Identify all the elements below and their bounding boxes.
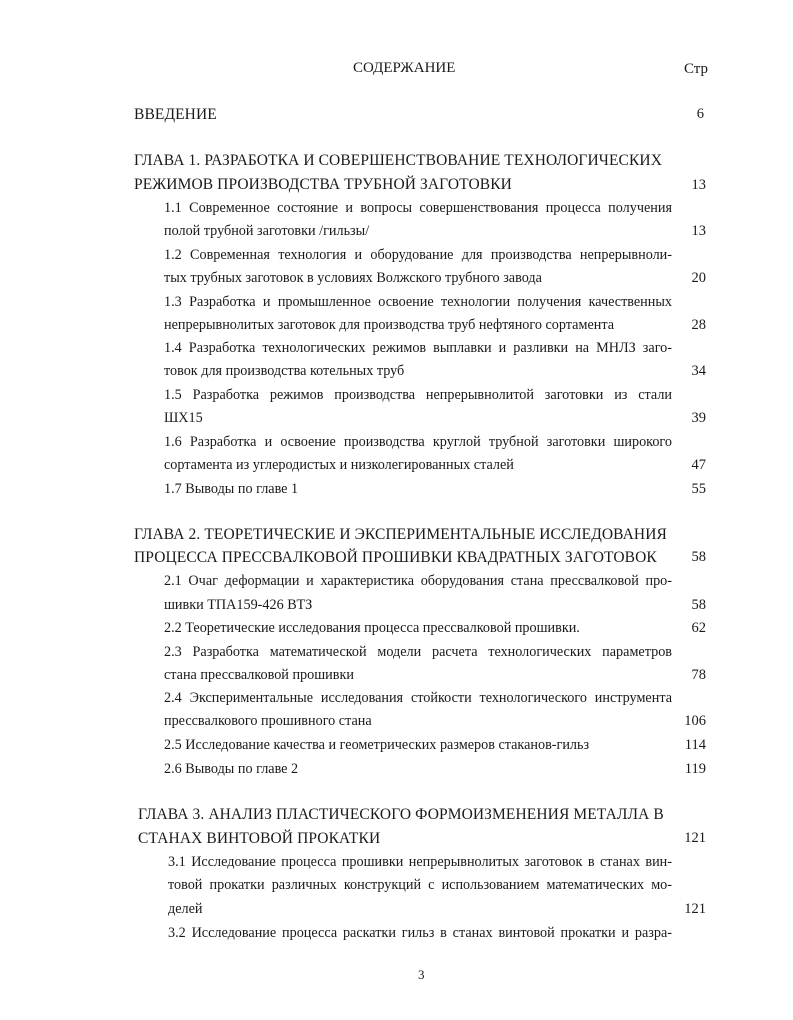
toc-page-number: 55 — [691, 481, 706, 497]
toc-page-number: 6 — [696, 106, 704, 122]
toc-page-number: 106 — [684, 713, 706, 729]
toc-section: товой прокатки различных конструкций с использованием математических мо- — [168, 877, 672, 893]
toc-section: тых трубных заготовок в условиях Волжского трубного завода — [164, 270, 542, 286]
chapter-heading: РЕЖИМОВ ПРОИЗВОДСТВА ТРУБНОЙ ЗАГОТОВКИ — [134, 176, 512, 193]
toc-section: шивки ТПА159-426 ВТЗ — [164, 597, 313, 613]
toc-page-number: 58 — [691, 597, 706, 613]
toc-page-number: 62 — [691, 620, 706, 636]
toc-page-number: 114 — [684, 737, 706, 753]
toc-section: 2.1 Очаг деформации и характеристика оборудования стана прессвалковой про- — [164, 573, 672, 589]
toc-section: полой трубной заготовки /гильзы/ — [164, 223, 370, 239]
toc-page-number: 47 — [691, 457, 706, 473]
toc-section: 1.2 Современная технология и оборудование для производства непрерывноли- — [164, 247, 672, 263]
toc-section: 1.4 Разработка технологических режимов выплавки и разливки на МНЛЗ заго- — [164, 340, 672, 356]
toc-section: 1.3 Разработка и промышленное освоение технологии получения качественных — [164, 294, 672, 310]
toc-section: делей — [168, 901, 203, 917]
toc-section: 2.5 Исследование качества и геометрических размеров стаканов-гильз — [164, 737, 590, 753]
toc-intro: ВВЕДЕНИЕ — [134, 106, 217, 123]
toc-section: 1.7 Выводы по главе 1 — [164, 481, 299, 497]
toc-section: 2.3 Разработка математической модели расчета технологических параметров — [164, 644, 672, 660]
toc-page-number: 28 — [691, 317, 706, 333]
page-number-footer: 3 — [418, 967, 425, 982]
toc-section: 2.2 Теоретические исследования процесса прессвалковой прошивки. — [164, 620, 580, 636]
toc-section: товок для производства котельных труб — [164, 363, 405, 379]
toc-section: 1.6 Разработка и освоение производства круглой трубной заготовки широкого — [164, 434, 672, 450]
toc-section: 3.2 Исследование процесса раскатки гильз в станах винтовой прокатки и разра- — [168, 925, 672, 941]
toc-section: 1.1 Современное состояние и вопросы совершенствования процесса получения — [164, 200, 672, 216]
chapter-heading: ГЛАВА 1. РАЗРАБОТКА И СОВЕРШЕНСТВОВАНИЕ ТЕХНОЛОГИЧЕСКИХ — [134, 152, 662, 169]
toc-page-number: 13 — [691, 223, 706, 239]
toc-section: 3.1 Исследование процесса прошивки непрерывнолитых заготовок в станах вин- — [168, 854, 672, 870]
toc-section: 2.4 Экспериментальные исследования стойкости технологического инструмента — [164, 690, 672, 706]
toc-page-number: 58 — [691, 549, 706, 565]
chapter-heading: ПРОЦЕССА ПРЕССВАЛКОВОЙ ПРОШИВКИ КВАДРАТНЫХ ЗАГОТОВОК — [134, 549, 657, 566]
toc-page-number: 39 — [691, 410, 706, 426]
toc-section: сортамента из углеродистых и низколегированных сталей — [164, 457, 514, 473]
toc-section: 1.5 Разработка режимов производства непрерывнолитой заготовки из стали — [164, 387, 672, 403]
toc-page-number: 121 — [684, 830, 706, 846]
chapter-heading: СТАНАХ ВИНТОВОЙ ПРОКАТКИ — [138, 830, 381, 847]
chapter-heading: ГЛАВА 3. АНАЛИЗ ПЛАСТИЧЕСКОГО ФОРМОИЗМЕНЕНИЯ МЕТАЛЛА В — [138, 806, 664, 823]
toc-section: 2.6 Выводы по главе 2 — [164, 761, 299, 777]
toc-section: прессвалкового прошивного стана — [164, 713, 372, 729]
toc-title: СОДЕРЖАНИЕ — [353, 60, 456, 76]
toc-section: ШХ15 — [164, 410, 203, 426]
toc-section: непрерывнолитых заготовок для производства труб нефтяного сортамента — [164, 317, 615, 333]
toc-page-number: 121 — [684, 901, 706, 917]
toc-page-number: 20 — [691, 270, 706, 286]
toc-page-number: 13 — [691, 177, 706, 193]
toc-section: стана прессвалковой прошивки — [164, 667, 354, 683]
toc-page-number: 119 — [684, 761, 706, 777]
page-column-label: Стр — [684, 61, 709, 77]
toc-page-number: 34 — [691, 363, 706, 379]
chapter-heading: ГЛАВА 2. ТЕОРЕТИЧЕСКИЕ И ЭКСПЕРИМЕНТАЛЬНЫЕ ИССЛЕДОВАНИЯ — [134, 526, 667, 543]
toc-page-number: 78 — [691, 667, 706, 683]
